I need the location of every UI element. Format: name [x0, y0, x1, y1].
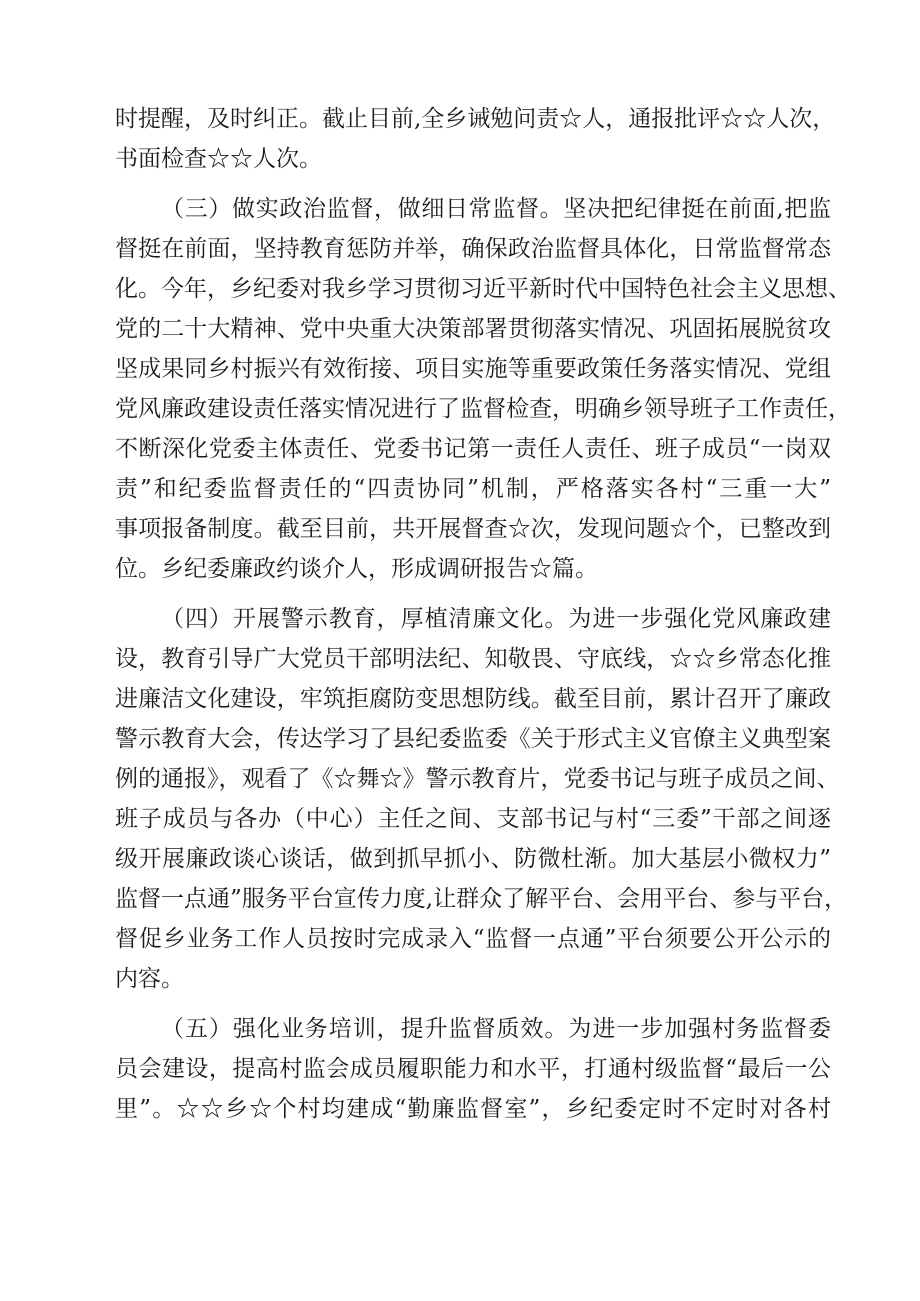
text-line: 事项报备制度。截至目前，共开展督查☆次，发现问题☆个，已整改到 [115, 516, 831, 542]
text-line: 坚成果同乡村振兴有效衔接、项目实施等重要政策任务落实情况、党组 [115, 356, 831, 382]
text-line: 书面检查☆☆人次。 [115, 146, 322, 172]
text-line: 进廉洁文化建设，牢筑拒腐防变思想防线。截至目前，累计召开了廉政 [115, 686, 831, 712]
text-line: 班子成员与各办（中心）主任之间、支部书记与村“三委”干部之间逐 [115, 806, 831, 832]
text-line: 不断深化党委主体责任、党委书记第一责任人责任、班子成员“一岗双 [115, 436, 831, 462]
text-line: 时提醒，及时纠正。截止目前,全乡诫勉问责☆人，通报批评☆☆人次， [115, 106, 836, 132]
text-line: 督挺在前面，坚持教育惩防并举，确保政治监督具体化，日常监督常态 [115, 236, 831, 262]
paragraph-political-supervision [115, 189, 851, 589]
text-line: 党的二十大精神、党中央重大决策部署贯彻落实情况、巩固拓展脱贫攻 [115, 316, 831, 342]
text-line: 设，教育引导广大党员干部明法纪、知敬畏、守底线，☆☆乡常态化推 [115, 646, 831, 672]
text-line: 员会建设，提高村监会成员履职能力和水平，打通村级监督“最后一公 [115, 1056, 831, 1082]
text-line: 警示教育大会，传达学习了县纪委监委《关于形式主义官僚主义典型案 [115, 726, 831, 752]
paragraph-heading-line: （四）开展警示教育，厚植清廉文化。为进一步强化党风廉政建 [161, 606, 831, 632]
text-line: 督促乡业务工作人员按时完成录入“监督一点通”平台须要公开公示的 [115, 926, 831, 952]
document-body [115, 99, 851, 1129]
text-line: 里”。☆☆乡☆个村均建成“勤廉监督室”，乡纪委定时不定时对各村 [115, 1096, 831, 1122]
text-line: 例的通报》，观看了《☆舞☆》警示教育片，党委书记与班子成员之间、 [115, 766, 840, 792]
text-line: 内容。 [115, 966, 184, 992]
text-line: 化。今年，乡纪委对我乡学习贯彻习近平新时代中国特色社会主义思想、 [115, 276, 851, 302]
text-line: 党风廉政建设责任落实情况进行了监督检查，明确乡领导班子工作责任， [115, 396, 851, 422]
paragraph-heading-line: （三）做实政治监督，做细日常监督。坚决把纪律挺在前面,把监 [161, 196, 831, 222]
paragraph-warning-education [115, 599, 848, 999]
text-line: 监督一点通”服务平台宣传力度,让群众了解平台、会用平台、参与平台， [115, 886, 848, 912]
text-line: 位。乡纪委廉政约谈介人，形成调研报告☆篇。 [115, 556, 598, 582]
text-line: 级开展廉政谈心谈话，做到抓早抓小、防微杜渐。加大基层小微权力” [115, 846, 831, 872]
paragraph-business-training [115, 1009, 831, 1129]
paragraph-continuation [115, 99, 836, 179]
text-line: 责”和纪委监督责任的“四责协同”机制，严格落实各村“三重一大” [115, 476, 831, 502]
paragraph-heading-line: （五）强化业务培训，提升监督质效。为进一步加强村务监督委 [161, 1016, 831, 1042]
